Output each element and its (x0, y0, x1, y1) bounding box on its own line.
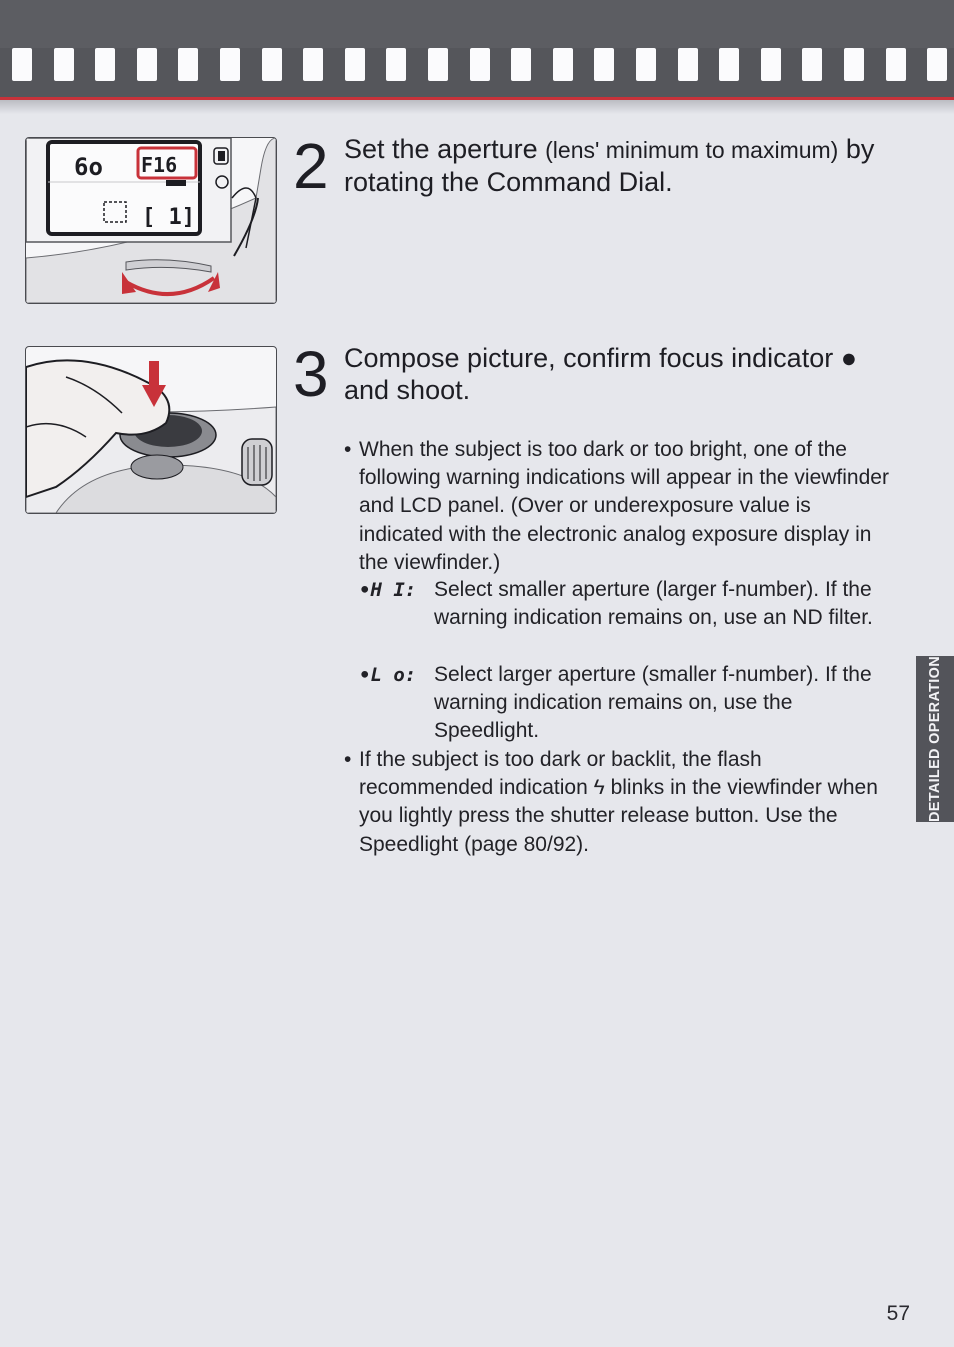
step-2-title (344, 133, 924, 198)
header-shadow (0, 100, 954, 114)
film-perforation (470, 48, 490, 81)
warning-lo-text: Select larger aperture (smaller f-number). If the warning indication remains on, use the Speedlight. (434, 663, 872, 743)
camera-lcd-illustration (25, 137, 277, 304)
film-strip-top-band (0, 0, 954, 48)
film-perforation (761, 48, 781, 81)
lcd-left-code: 6o (74, 153, 103, 181)
step-2-title-tail: by rotating the Command Dial. (344, 134, 875, 197)
step-2-title-note: (lens' minimum to maximum) (545, 137, 839, 163)
step-2-title-lead: Set the aperture (344, 134, 546, 164)
bullet-exposure-warning-text: When the subject is too dark or too bright, one of the following warning indications will appear in the viewfinder and LCD panel. (Over or underexposure value is indicated with the electronic analog exposure display in the viewfinder.) (359, 438, 889, 574)
film-perforation (511, 48, 531, 81)
film-perforation (262, 48, 282, 81)
film-strip-holes (0, 48, 954, 82)
shutter-release-illustration (25, 346, 277, 514)
step-3-title: Compose picture, confirm focus indicator ● and shoot. (344, 343, 858, 405)
bullet-exposure-warning (344, 436, 900, 577)
film-perforation (54, 48, 74, 81)
film-perforation (220, 48, 240, 81)
film-perforation (927, 48, 947, 81)
film-strip-header (0, 0, 954, 100)
section-side-tab (916, 656, 954, 822)
step-3-number: 3 (293, 338, 327, 410)
section-side-tab-label: DETAILED OPERATION (927, 656, 943, 822)
film-perforation (428, 48, 448, 81)
warning-lo-item (359, 661, 900, 746)
film-perforation (844, 48, 864, 81)
film-perforation (886, 48, 906, 81)
lcd-aperture-value: F16 (141, 153, 178, 177)
film-perforation (802, 48, 822, 81)
shutter-drawing (26, 347, 276, 513)
film-perforation (303, 48, 323, 81)
page-number: 57 (886, 1302, 910, 1325)
bullet-flash-recommended-text: If the subject is too dark or backlit, the flash recommended indication ϟ blinks in the viewfinder when you lightly press the shutter release button. Use the Speedlight (page 80/92). (359, 748, 878, 856)
warning-lo-code-text: L o: (370, 664, 417, 686)
film-perforation (678, 48, 698, 81)
film-perforation (345, 48, 365, 81)
film-perforation (12, 48, 32, 81)
film-perforation (636, 48, 656, 81)
warning-hi-item (359, 576, 900, 632)
warning-hi-code-text: H I: (370, 579, 417, 601)
film-perforation (178, 48, 198, 81)
film-perforation (386, 48, 406, 81)
bullet-flash-recommended (344, 746, 900, 859)
film-perforation (137, 48, 157, 81)
bullet-dot-icon: • (344, 438, 352, 461)
warning-lo-code: •L o: (359, 664, 417, 686)
bullet-dot-icon: • (344, 748, 352, 771)
film-perforation (553, 48, 573, 81)
step-2-number: 2 (293, 130, 327, 202)
warning-hi-text: Select smaller aperture (larger f-number). If the warning indication remains on, use an ND filter. (434, 578, 873, 630)
lcd-frame-counter: [ 1] (142, 205, 195, 230)
camera-top-drawing (26, 138, 276, 303)
film-perforation (719, 48, 739, 81)
film-perforation (95, 48, 115, 81)
warning-hi-code: •H I: (359, 579, 417, 601)
film-perforation (594, 48, 614, 81)
